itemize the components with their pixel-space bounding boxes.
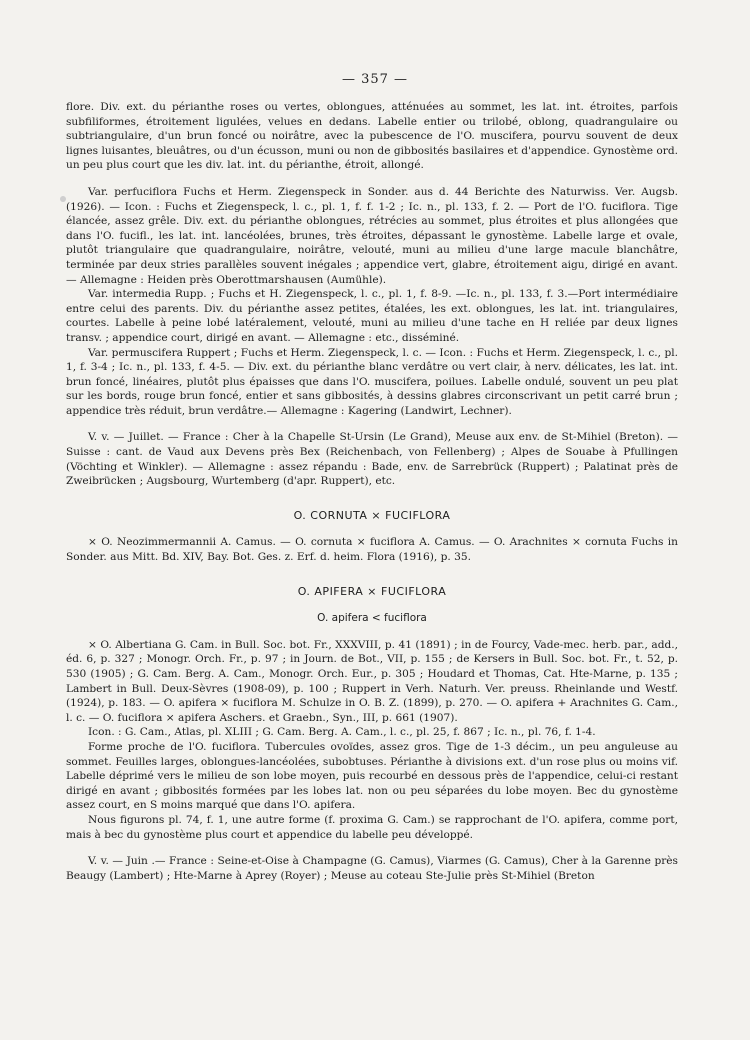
paragraph-neozimmermannii: × O. Neozimmermannii A. Camus. — O. cornuta × fuciflora A. Camus. — O. Arachnites × cornuta Fuchs in Sonder. aus Mitt. Bd. XIV, Bay. Bot. Ges. z. Erf. d. heim. Flora (1916), p. 35. bbox=[66, 536, 678, 564]
page-number: — 357 — bbox=[341, 72, 409, 87]
paragraph-distribution-apifera: V. v. — Juin .— France : Seine-et-Oise à Champagne (G. Camus), Viarmes (G. Camus), Cher à la Garenne près Beaugy (Lambert) ; Hte-Marne à Aprey (Royer) ; Meuse au coteau Ste-Julie près St-Mihiel (Breton bbox=[66, 855, 678, 882]
subheading-apifera: O. apifera < fuciflora bbox=[317, 612, 427, 625]
text-body bbox=[66, 100, 678, 883]
paragraph-distribution: V. v. — Juillet. — France : Cher à la Chapelle St-Ursin (Le Grand), Meuse aux env. de St-Mihiel (Breton). — Suisse : cant. de Vaud aux Devens près Bex (Reichenbach, von Fellenberg) ; Alpes de Souabe à Pfullingen (Vöchting et Winkler). — Allemagne : assez répandu : Bade, env. de Sarrebrück (Ruppert) ; Palatinat près de Zweibrücken ; Augsbourg, Wurtemberg (d'apr. Ruppert), etc. bbox=[66, 431, 678, 488]
paragraph-var-permuscifera: Var. permuscifera Ruppert ; Fuchs et Herm. Ziegenspeck, l. c. — Icon. : Fuchs et Herm. Ziegenspeck, l. c., pl. 1, f. 3-4 ; Ic. n., pl. 133, f. 4-5. — Div. ext. du périanthe blanc verdâtre ou vert clair, à nerv. délicates, les lat. int. brun foncé, linéaires, plutôt plus épaisses que dans l'O. muscifera, poilues. Labelle ondulé, souvent un peu plat sur les bords, rouge brun foncé, entier et sans gibbosités, à dessins glabres circonscrivant un petit carré brun ; appendice très réduit, brun verdâtre.— Allemagne : Kagering (Landwirt, Lechner). bbox=[66, 346, 678, 417]
paragraph-forme: Forme proche de l'O. fuciflora. Tubercules ovoïdes, assez gros. Tige de 1-3 décim., un peu anguleuse au sommet. Feuilles larges, oblongues-lancéolées, subobtuses. Périanthe à divisions ext. d'un rose plus ou moins vif. Labelle déprimé vers le milieu de son lobe moyen, puis recourbé en dessous près de l'appendice, celui-ci restant dirigé en avant ; gibbosités formées par les lobes lat. non ou peu séparées du lobe moyen. Bec du gynostème assez court, en S moins marqué que dans l'O. apifera. bbox=[66, 740, 678, 812]
paragraph-icon: Icon. : G. Cam., Atlas, pl. XLIII ; G. Cam. Berg. A. Cam., l. c., pl. 25, f. 867 ; Ic. n., pl. 76, f. 1-4. bbox=[88, 726, 596, 739]
paragraph-figurons: Nous figurons pl. 74, f. 1, une autre forme (f. proxima G. Cam.) se rapprochant de l'O. apifera, comme port, mais à bec du gynostème plus court et appendice du labelle peu développé. bbox=[66, 813, 678, 841]
paragraph-albertiana: × O. Albertiana G. Cam. in Bull. Soc. bot. Fr., XXXVIII, p. 41 (1891) ; in de Fourcy, Vade-mec. herb. par., add., éd. 6, p. 327 ; Monogr. Orch. Fr., p. 97 ; in Journ. de Bot., VII, p. 155 ; de Kersers in Bull. Soc. bot. Fr., t. 52, p. 530 (1905) ; G. Cam. Berg. A. Cam., Monogr. Orch. Eur., p. 305 ; Houdard et Thomas, Cat. Hte-Marne, p. 135 ; Lambert in Bull. Deux-Sèvres (1908-09), p. 100 ; Ruppert in Verh. Naturh. Ver. preuss. Rheinlande und Westf. (1924), p. 183. — O. apifera × fuciflora M. Schulze in O. B. Z. (1899), p. 270. — O. apifera + Arachnites G. Cam., l. c. — O. fuciflora × apifera Aschers. et Graebn., Syn., III, p. 661 (1907). bbox=[66, 638, 678, 724]
paragraph-var-intermedia: Var. intermedia Rupp. ; Fuchs et H. Ziegenspeck, l. c., pl. 1, f. 8-9. —Ic. n., pl. 133, f. 3.—Port intermédiaire entre celui des parents. Div. du périanthe assez petites, étalées, les ext. oblongues, les lat. int. triangulaires, courtes. Labelle à peine lobé latéralement, velouté, muni au milieu d'une tache en H reliée par deux lignes transv. ; appendice court, dirigé en avant. — Allemagne : etc., disséminé. bbox=[66, 288, 678, 344]
section-heading-apifera: O. APIFERA × FUCIFLORA bbox=[297, 584, 447, 598]
paragraph-var-perfuciflora: Var. perfuciflora Fuchs et Herm. Ziegenspeck in Sonder. aus d. 44 Berichte des Naturwiss. Ver. Augsb. (1926). — Icon. : Fuchs et Ziegenspeck, l. c., pl. 1, f. f. 1-2 ; Ic. n., pl. 133, f. 2. — Port de l'O. fuciflora. Tige élancée, assez grêle. Div. ext. du périanthe oblongues, rétrécies au sommet, plus étroites et plus allongées que dans l'O. fucifl., les lat. int. lancéolées, brunes, très étroites, dépassant le gynostème. Labelle large et ovale, plutôt triangulaire que quadrangulaire, noirâtre, velouté, muni au milieu d'une large macule blanchâtre, terminée par deux stries parallèles souvent inégales ; appendice vert, glabre, étroitement aigu, dirigé en avant. — Allemagne : Heiden près Oberottmarshausen (Aumühle). bbox=[66, 185, 678, 286]
paragraph-description: flore. Div. ext. du périanthe roses ou vertes, oblongues, atténuées au sommet, les lat. int. étroites, parfois subfiliformes, étroitement ligulées, velues en dedans. Labelle entier ou trilobé, oblong, quadrangulaire ou subtriangulaire, d'un brun foncé ou noirâtre, avec la pubescence de l'O. muscifera, pourvu souvent de deux lignes luisantes, bleuâtres, ou d'un écusson, muni ou non de gibbosités basilaires et d'appendice. Gynostème ord. un peu plus court que les div. lat. int. du périanthe, étroit, allongé. bbox=[66, 101, 678, 172]
section-heading-cornuta: O. CORNUTA × FUCIFLORA bbox=[293, 508, 451, 522]
